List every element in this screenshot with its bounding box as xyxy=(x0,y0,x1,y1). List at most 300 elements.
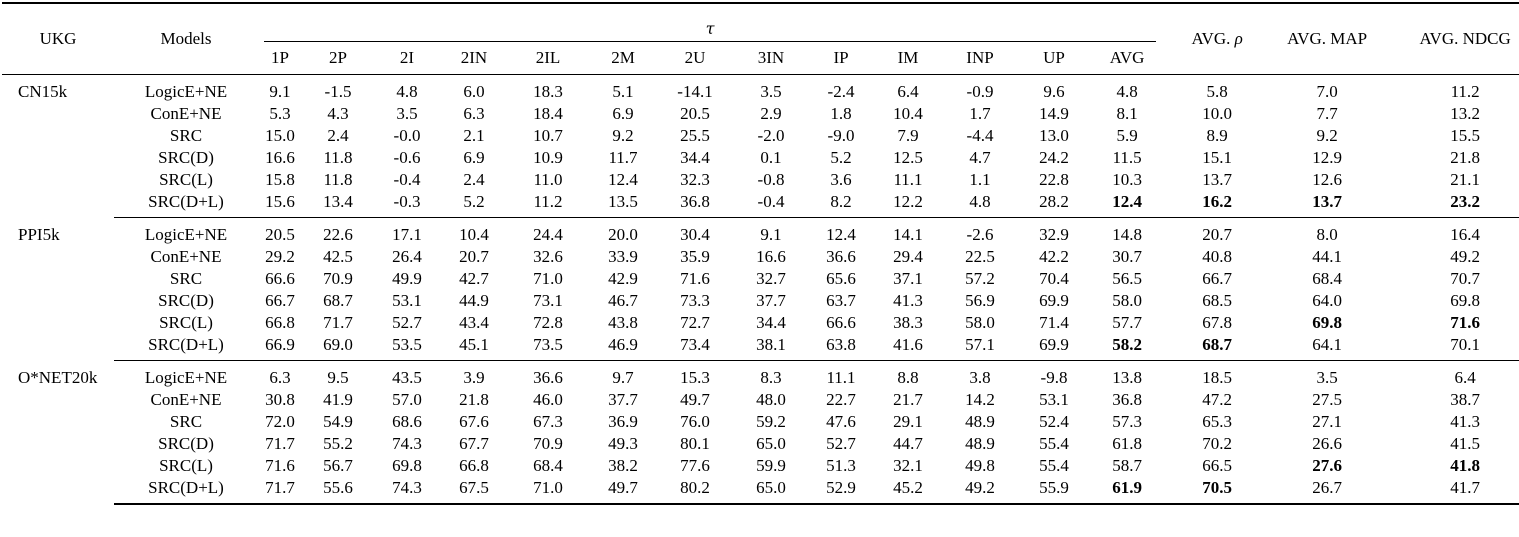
model-cell: SRC(D+L) xyxy=(114,191,258,218)
value-cell: 43.5 xyxy=(392,368,422,387)
value-cell: 38.1 xyxy=(732,334,810,361)
value-cell: 26.4 xyxy=(392,247,422,266)
value-cell: 68.4 xyxy=(1312,269,1342,288)
value-cell: 41.5 xyxy=(1450,434,1480,453)
value-cell: 69.9 xyxy=(1039,291,1069,310)
value-cell: 73.5 xyxy=(508,334,588,361)
value-cell: 49.2 xyxy=(944,477,1016,504)
value-cell: -9.8 xyxy=(1040,368,1068,387)
value-cell: 1.7 xyxy=(969,104,991,123)
value-cell: 66.6 xyxy=(826,313,856,332)
value-cell: 49.2 xyxy=(1450,247,1480,266)
value-cell: 15.3 xyxy=(680,368,710,387)
value-cell: 4.8 xyxy=(944,191,1016,218)
value-cell: 71.0 xyxy=(508,477,588,504)
value-cell: 8.0 xyxy=(1316,225,1338,244)
value-cell: 2.4 xyxy=(463,170,485,189)
value-cell: 17.1 xyxy=(392,225,422,244)
value-cell: 34.4 xyxy=(680,148,710,167)
ukg-cell: CN15k xyxy=(18,82,68,101)
value-cell: 61.8 xyxy=(1112,434,1142,453)
value-cell: 68.6 xyxy=(392,412,422,431)
value-cell: 8.8 xyxy=(897,368,919,387)
avg-rho-prefix: AVG. xyxy=(1191,29,1235,48)
value-cell: 52.9 xyxy=(810,477,872,504)
value-cell: 48.9 xyxy=(965,434,995,453)
value-cell: 65.0 xyxy=(756,434,786,453)
value-cell: 57.0 xyxy=(392,390,422,409)
value-cell: 63.7 xyxy=(826,291,856,310)
value-cell: 69.8 xyxy=(392,456,422,475)
model-cell: LogicE+NE xyxy=(144,225,228,244)
table-row xyxy=(2,433,1519,455)
value-cell: 44.1 xyxy=(1312,247,1342,266)
value-cell: 23.2 xyxy=(1382,191,1519,218)
value-cell: 59.2 xyxy=(756,412,786,431)
value-cell: 37.7 xyxy=(756,291,786,310)
value-cell: 12.5 xyxy=(893,148,923,167)
value-cell: 56.7 xyxy=(323,456,353,475)
value-cell: 24.2 xyxy=(1039,148,1069,167)
value-cell: 52.4 xyxy=(1039,412,1069,431)
value-cell: 6.4 xyxy=(897,82,919,101)
value-cell: 37.1 xyxy=(893,269,923,288)
value-cell: 48.0 xyxy=(756,390,786,409)
value-cell: 20.5 xyxy=(680,104,710,123)
value-cell: 1.1 xyxy=(969,170,991,189)
value-cell: 3.9 xyxy=(463,368,485,387)
value-cell: 32.1 xyxy=(893,456,923,475)
ukg-cell: PPI5k xyxy=(18,224,60,244)
value-cell: 68.7 xyxy=(1162,334,1272,361)
value-cell: 22.8 xyxy=(1039,170,1069,189)
value-cell: 49.7 xyxy=(680,390,710,409)
value-cell: 14.2 xyxy=(965,390,995,409)
value-cell: -4.4 xyxy=(966,126,994,145)
value-cell: 5.2 xyxy=(440,191,508,218)
value-cell: 58.7 xyxy=(1112,456,1142,475)
tau-col-header: 2IL xyxy=(508,42,588,75)
value-cell: 49.3 xyxy=(608,434,638,453)
value-cell: 58.0 xyxy=(1112,291,1142,310)
value-cell: 43.4 xyxy=(459,313,489,332)
value-cell: 65.0 xyxy=(732,477,810,504)
value-cell: 27.1 xyxy=(1312,412,1342,431)
value-cell: 68.7 xyxy=(323,291,353,310)
ukg-cell: O*NET20k xyxy=(18,367,98,387)
value-cell: 29.1 xyxy=(893,412,923,431)
value-cell: 37.7 xyxy=(608,390,638,409)
value-cell: 12.4 xyxy=(608,170,638,189)
value-cell: 15.5 xyxy=(1450,126,1480,145)
value-cell: 48.9 xyxy=(965,412,995,431)
value-cell: 46.0 xyxy=(533,390,563,409)
model-cell: SRC(D) xyxy=(158,148,214,167)
value-cell: 71.4 xyxy=(1039,313,1069,332)
value-cell: 3.8 xyxy=(969,368,991,387)
value-cell: 66.8 xyxy=(459,456,489,475)
value-cell: 6.3 xyxy=(463,104,485,123)
value-cell: 4.3 xyxy=(327,104,349,123)
value-cell: 13.2 xyxy=(1450,104,1480,123)
value-cell: 57.7 xyxy=(1112,313,1142,332)
col-header-avg-ndcg: AVG. NDCG xyxy=(1382,3,1519,75)
value-cell: 8.1 xyxy=(1116,104,1138,123)
table-row xyxy=(2,75,1519,104)
value-cell: 66.9 xyxy=(258,334,302,361)
value-cell: 46.9 xyxy=(588,334,658,361)
value-cell: 11.2 xyxy=(1450,82,1480,101)
value-cell: 13.4 xyxy=(302,191,374,218)
value-cell: 10.7 xyxy=(533,126,563,145)
value-cell: 5.2 xyxy=(830,148,852,167)
value-cell: 13.5 xyxy=(588,191,658,218)
value-cell: 11.1 xyxy=(826,368,856,387)
value-cell: 69.8 xyxy=(1450,291,1480,310)
value-cell: 20.5 xyxy=(265,225,295,244)
value-cell: 6.9 xyxy=(612,104,634,123)
value-cell: 3.5 xyxy=(1316,368,1338,387)
value-cell: 34.4 xyxy=(756,313,786,332)
value-cell: 72.0 xyxy=(265,412,295,431)
value-cell: 45.1 xyxy=(440,334,508,361)
value-cell: 58.0 xyxy=(965,313,995,332)
value-cell: 57.2 xyxy=(965,269,995,288)
value-cell: 70.1 xyxy=(1382,334,1519,361)
tau-col-header: UP xyxy=(1016,42,1092,75)
value-cell: 12.6 xyxy=(1312,170,1342,189)
col-header-tau xyxy=(258,3,1162,42)
value-cell: 8.3 xyxy=(760,368,782,387)
table-row xyxy=(2,125,1519,147)
model-cell: ConE+NE xyxy=(150,104,222,123)
value-cell: 28.2 xyxy=(1016,191,1092,218)
value-cell: 41.6 xyxy=(872,334,944,361)
value-cell: 56.9 xyxy=(965,291,995,310)
value-cell: 55.2 xyxy=(323,434,353,453)
table-row xyxy=(2,477,1519,504)
value-cell: 10.4 xyxy=(459,225,489,244)
model-cell: SRC(L) xyxy=(159,170,213,189)
value-cell: 13.8 xyxy=(1112,368,1142,387)
value-cell: 5.8 xyxy=(1206,82,1228,101)
value-cell: 7.7 xyxy=(1316,104,1338,123)
value-cell: 10.9 xyxy=(533,148,563,167)
value-cell: 3.5 xyxy=(760,82,782,101)
value-cell: 66.6 xyxy=(265,269,295,288)
model-cell: SRC xyxy=(169,126,203,145)
value-cell: 20.0 xyxy=(608,225,638,244)
value-cell: 52.7 xyxy=(826,434,856,453)
value-cell: -9.0 xyxy=(827,126,855,145)
value-cell: -0.0 xyxy=(393,126,421,145)
value-cell: 11.8 xyxy=(323,170,353,189)
table-row xyxy=(2,411,1519,433)
value-cell: -0.8 xyxy=(757,170,785,189)
value-cell: 9.2 xyxy=(612,126,634,145)
value-cell: 3.5 xyxy=(396,104,418,123)
value-cell: 13.0 xyxy=(1039,126,1069,145)
value-cell: -2.0 xyxy=(757,126,785,145)
value-cell: 69.9 xyxy=(1016,334,1092,361)
value-cell: 77.6 xyxy=(680,456,710,475)
value-cell: 16.2 xyxy=(1162,191,1272,218)
value-cell: 63.8 xyxy=(810,334,872,361)
value-cell: 15.1 xyxy=(1202,148,1232,167)
value-cell: 16.4 xyxy=(1450,225,1480,244)
tau-col-header: AVG xyxy=(1092,42,1162,75)
results-table xyxy=(2,2,1519,505)
value-cell: 10.4 xyxy=(893,104,923,123)
tau-col-header: IM xyxy=(872,42,944,75)
value-cell: 5.1 xyxy=(612,82,634,101)
tau-col-header: 2I xyxy=(374,42,440,75)
value-cell: 41.9 xyxy=(323,390,353,409)
model-cell: SRC xyxy=(169,269,203,288)
value-cell: 11.0 xyxy=(533,170,563,189)
model-cell: SRC(D+L) xyxy=(114,477,258,504)
col-header-models: Models xyxy=(114,3,258,75)
value-cell: 59.9 xyxy=(756,456,786,475)
value-cell: 49.8 xyxy=(965,456,995,475)
value-cell: 58.2 xyxy=(1092,334,1162,361)
table-row xyxy=(2,191,1519,218)
value-cell: 55.4 xyxy=(1039,434,1069,453)
value-cell: 69.8 xyxy=(1312,313,1342,332)
value-cell: 33.9 xyxy=(608,247,638,266)
table-row xyxy=(2,268,1519,290)
value-cell: 47.6 xyxy=(826,412,856,431)
value-cell: 71.7 xyxy=(258,477,302,504)
value-cell: 5.9 xyxy=(1116,126,1138,145)
value-cell: 32.7 xyxy=(756,269,786,288)
value-cell: 21.8 xyxy=(1450,148,1480,167)
value-cell: 41.7 xyxy=(1382,477,1519,504)
value-cell: -2.6 xyxy=(966,225,994,244)
value-cell: 16.6 xyxy=(756,247,786,266)
value-cell: 36.6 xyxy=(533,368,563,387)
value-cell: 67.5 xyxy=(440,477,508,504)
value-cell: 20.7 xyxy=(459,247,489,266)
value-cell: 66.7 xyxy=(265,291,295,310)
value-cell: 7.9 xyxy=(897,126,919,145)
value-cell: 70.9 xyxy=(533,434,563,453)
value-cell: -14.1 xyxy=(677,82,713,101)
value-cell: 32.3 xyxy=(680,170,710,189)
value-cell: 14.8 xyxy=(1112,225,1142,244)
value-cell: 67.7 xyxy=(459,434,489,453)
value-cell: 5.3 xyxy=(269,104,291,123)
value-cell: 10.3 xyxy=(1112,170,1142,189)
value-cell: 41.3 xyxy=(1450,412,1480,431)
value-cell: 71.7 xyxy=(323,313,353,332)
value-cell: 29.2 xyxy=(265,247,295,266)
value-cell: 71.0 xyxy=(533,269,563,288)
value-cell: 2.9 xyxy=(760,104,782,123)
value-cell: 4.8 xyxy=(396,82,418,101)
value-cell: 44.7 xyxy=(893,434,923,453)
value-cell: 24.4 xyxy=(533,225,563,244)
value-cell: 55.4 xyxy=(1039,456,1069,475)
value-cell: -0.3 xyxy=(374,191,440,218)
value-cell: 41.3 xyxy=(893,291,923,310)
value-cell: 4.8 xyxy=(1116,82,1138,101)
tau-symbol: τ xyxy=(705,19,715,38)
table-row xyxy=(2,455,1519,477)
table-row xyxy=(2,218,1519,247)
value-cell: 22.7 xyxy=(826,390,856,409)
table-header xyxy=(2,3,1519,75)
value-cell: 6.3 xyxy=(269,368,291,387)
value-cell: -1.5 xyxy=(324,82,352,101)
col-header-avg-rho xyxy=(1162,3,1272,75)
value-cell: 30.8 xyxy=(265,390,295,409)
value-cell: 64.1 xyxy=(1272,334,1382,361)
value-cell: 21.1 xyxy=(1450,170,1480,189)
value-cell: 72.8 xyxy=(533,313,563,332)
value-cell: 9.5 xyxy=(327,368,349,387)
value-cell: 40.8 xyxy=(1202,247,1232,266)
value-cell: 8.2 xyxy=(810,191,872,218)
value-cell: 61.9 xyxy=(1092,477,1162,504)
value-cell: 67.6 xyxy=(459,412,489,431)
value-cell: -0.4 xyxy=(393,170,421,189)
model-cell: SRC(L) xyxy=(159,456,213,475)
value-cell: 18.5 xyxy=(1202,368,1232,387)
value-cell: 32.6 xyxy=(533,247,563,266)
value-cell: 70.2 xyxy=(1202,434,1232,453)
value-cell: 18.3 xyxy=(533,82,563,101)
value-cell: 67.8 xyxy=(1202,313,1232,332)
value-cell: 44.9 xyxy=(459,291,489,310)
value-cell: 6.4 xyxy=(1454,368,1476,387)
value-cell: 55.6 xyxy=(302,477,374,504)
value-cell: 27.6 xyxy=(1312,456,1342,475)
col-header-ukg: UKG xyxy=(2,3,114,75)
value-cell: 73.3 xyxy=(680,291,710,310)
header-row-1 xyxy=(2,3,1519,42)
value-cell: 11.5 xyxy=(1112,148,1142,167)
value-cell: 73.1 xyxy=(533,291,563,310)
value-cell: 66.7 xyxy=(1202,269,1232,288)
value-cell: 27.5 xyxy=(1312,390,1342,409)
value-cell: 71.7 xyxy=(265,434,295,453)
value-cell: 71.6 xyxy=(1450,313,1480,332)
value-cell: 65.6 xyxy=(826,269,856,288)
value-cell: 30.7 xyxy=(1112,247,1142,266)
tau-col-header: IP xyxy=(810,42,872,75)
value-cell: 14.1 xyxy=(893,225,923,244)
value-cell: 15.6 xyxy=(258,191,302,218)
value-cell: 38.2 xyxy=(608,456,638,475)
value-cell: 68.5 xyxy=(1202,291,1232,310)
value-cell: 51.3 xyxy=(826,456,856,475)
value-cell: -0.9 xyxy=(966,82,994,101)
value-cell: 73.4 xyxy=(658,334,732,361)
value-cell: -0.4 xyxy=(732,191,810,218)
value-cell: 54.9 xyxy=(323,412,353,431)
value-cell: 72.7 xyxy=(680,313,710,332)
value-cell: 42.7 xyxy=(459,269,489,288)
value-cell: 3.6 xyxy=(830,170,852,189)
value-cell: -2.4 xyxy=(827,82,855,101)
table-row xyxy=(2,361,1519,390)
value-cell: 69.0 xyxy=(302,334,374,361)
tau-col-header: 2P xyxy=(302,42,374,75)
value-cell: 80.2 xyxy=(658,477,732,504)
value-cell: 38.3 xyxy=(893,313,923,332)
value-cell: 46.7 xyxy=(608,291,638,310)
value-cell: 2.4 xyxy=(327,126,349,145)
value-cell: 55.9 xyxy=(1016,477,1092,504)
value-cell: 13.7 xyxy=(1272,191,1382,218)
model-cell: SRC xyxy=(169,412,203,431)
model-cell: ConE+NE xyxy=(150,390,222,409)
tau-col-header: 2U xyxy=(658,42,732,75)
value-cell: 9.2 xyxy=(1316,126,1338,145)
tau-col-header: 2IN xyxy=(440,42,508,75)
value-cell: 29.4 xyxy=(893,247,923,266)
value-cell: 53.1 xyxy=(1039,390,1069,409)
value-cell: 12.9 xyxy=(1312,148,1342,167)
value-cell: 14.9 xyxy=(1039,104,1069,123)
tau-col-header: INP xyxy=(944,42,1016,75)
value-cell: 36.8 xyxy=(1112,390,1142,409)
value-cell: 12.4 xyxy=(1092,191,1162,218)
model-cell: SRC(D) xyxy=(158,434,214,453)
value-cell: 7.0 xyxy=(1316,82,1338,101)
value-cell: 67.3 xyxy=(533,412,563,431)
table-row xyxy=(2,334,1519,361)
value-cell: 41.8 xyxy=(1450,456,1480,475)
value-cell: 11.2 xyxy=(508,191,588,218)
model-cell: ConE+NE xyxy=(150,247,222,266)
value-cell: 42.5 xyxy=(323,247,353,266)
table-row xyxy=(2,246,1519,268)
value-cell: 66.5 xyxy=(1202,456,1232,475)
value-cell: 13.7 xyxy=(1202,170,1232,189)
value-cell: 42.2 xyxy=(1039,247,1069,266)
value-cell: 18.4 xyxy=(533,104,563,123)
value-cell: 70.4 xyxy=(1039,269,1069,288)
value-cell: 9.7 xyxy=(612,368,634,387)
value-cell: 12.4 xyxy=(826,225,856,244)
value-cell: 6.0 xyxy=(463,82,485,101)
value-cell: 57.3 xyxy=(1112,412,1142,431)
value-cell: 70.9 xyxy=(323,269,353,288)
value-cell: 36.9 xyxy=(608,412,638,431)
value-cell: 38.7 xyxy=(1450,390,1480,409)
table-row xyxy=(2,290,1519,312)
value-cell: 70.7 xyxy=(1450,269,1480,288)
model-cell: LogicE+NE xyxy=(144,368,228,387)
value-cell: 4.7 xyxy=(969,148,991,167)
value-cell: 25.5 xyxy=(680,126,710,145)
value-cell: 22.5 xyxy=(965,247,995,266)
rho-symbol: ρ xyxy=(1234,29,1243,48)
value-cell: 49.7 xyxy=(588,477,658,504)
value-cell: 42.9 xyxy=(608,269,638,288)
table-body xyxy=(2,75,1519,505)
value-cell: 65.3 xyxy=(1202,412,1232,431)
value-cell: 2.1 xyxy=(463,126,485,145)
model-cell: SRC(D) xyxy=(158,291,214,310)
value-cell: 53.1 xyxy=(392,291,422,310)
tau-col-header: 1P xyxy=(258,42,302,75)
tau-underline xyxy=(264,41,1156,42)
value-cell: 21.8 xyxy=(459,390,489,409)
value-cell: -0.6 xyxy=(393,148,421,167)
